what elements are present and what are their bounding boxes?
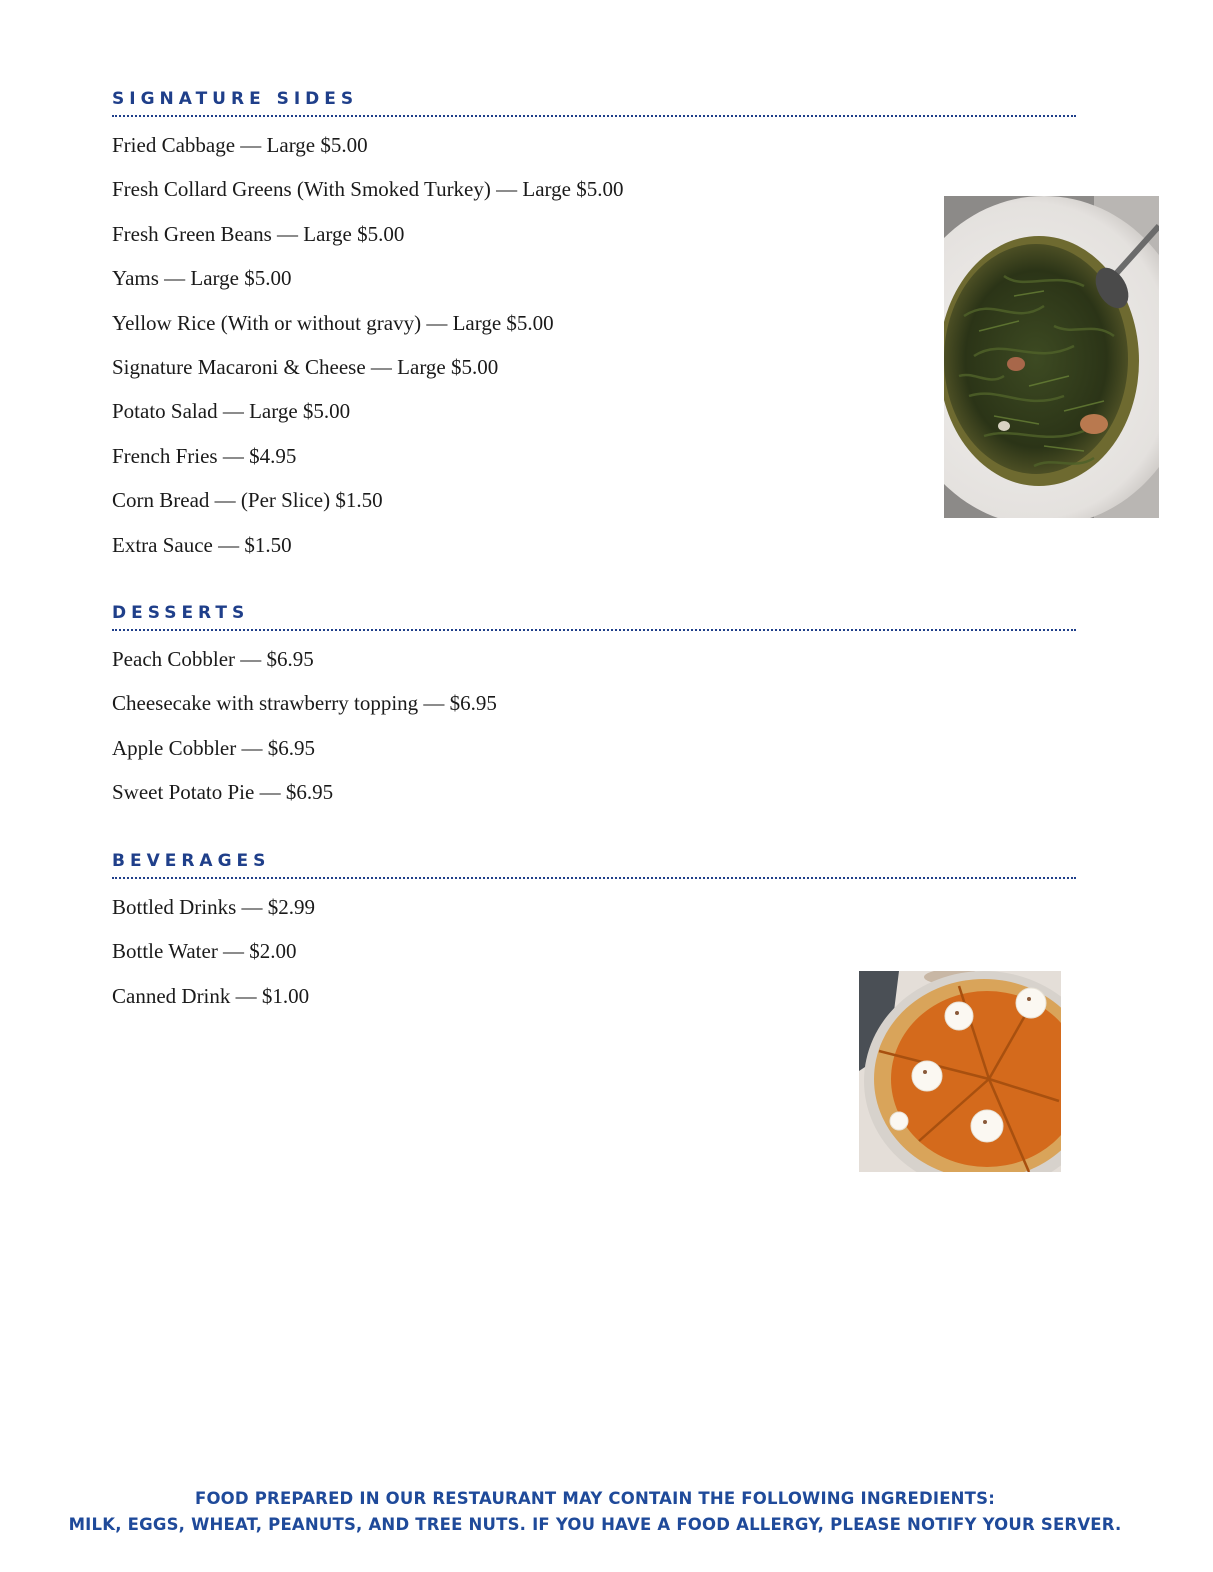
signature-sides-heading: SIGNATURE SIDES — [112, 89, 1076, 117]
allergy-notice-line-1: FOOD PREPARED IN OUR RESTAURANT MAY CONTAIN THE FOLLOWING INGREDIENTS: — [194, 1489, 996, 1508]
menu-item: French Fries — $4.95 — [112, 443, 297, 468]
menu-item: Fresh Green Beans — Large $5.00 — [112, 221, 405, 246]
menu-item: Yellow Rice (With or without gravy) — Large $5.00 — [112, 310, 554, 335]
sweet-potato-pie-photo — [859, 971, 1061, 1172]
signature-sides-list — [112, 123, 1076, 567]
desserts-heading: DESSERTS — [112, 603, 1076, 631]
menu-item: Peach Cobbler — $6.95 — [112, 647, 314, 671]
menu-item: Extra Sauce — $1.50 — [112, 532, 292, 557]
menu-item: Fresh Collard Greens (With Smoked Turkey) — Large $5.00 — [112, 177, 624, 202]
menu-item: Canned Drink — $1.00 — [112, 983, 310, 1008]
allergy-notice-line-2: MILK, EGGS, WHEAT, PEANUTS, AND TREE NUTS. IF YOU HAVE A FOOD ALLERGY, PLEASE NOTIFY YOUR SERVER. — [68, 1515, 1122, 1534]
menu-item: Apple Cobbler — $6.95 — [112, 735, 315, 760]
menu-item: Sweet Potato Pie — $6.95 — [112, 780, 334, 805]
menu-item: Fried Cabbage — Large $5.00 — [112, 133, 368, 157]
menu-item: Cheesecake with strawberry topping — $6.95 — [112, 691, 497, 716]
collard-greens-photo — [944, 196, 1159, 518]
menu-item: Potato Salad — Large $5.00 — [112, 399, 351, 424]
menu-item: Yams — Large $5.00 — [112, 266, 292, 291]
menu-item: Corn Bread — (Per Slice) $1.50 — [112, 488, 383, 513]
menu-item: Bottled Drinks — $2.99 — [112, 895, 315, 919]
menu-item: Bottle Water — $2.00 — [112, 939, 297, 964]
signature-sides-section — [112, 89, 1076, 567]
desserts-list — [112, 637, 1076, 815]
beverages-heading: BEVERAGES — [112, 851, 1076, 879]
desserts-section — [112, 603, 1076, 815]
menu-item: Signature Macaroni & Cheese — Large $5.00 — [112, 354, 499, 379]
